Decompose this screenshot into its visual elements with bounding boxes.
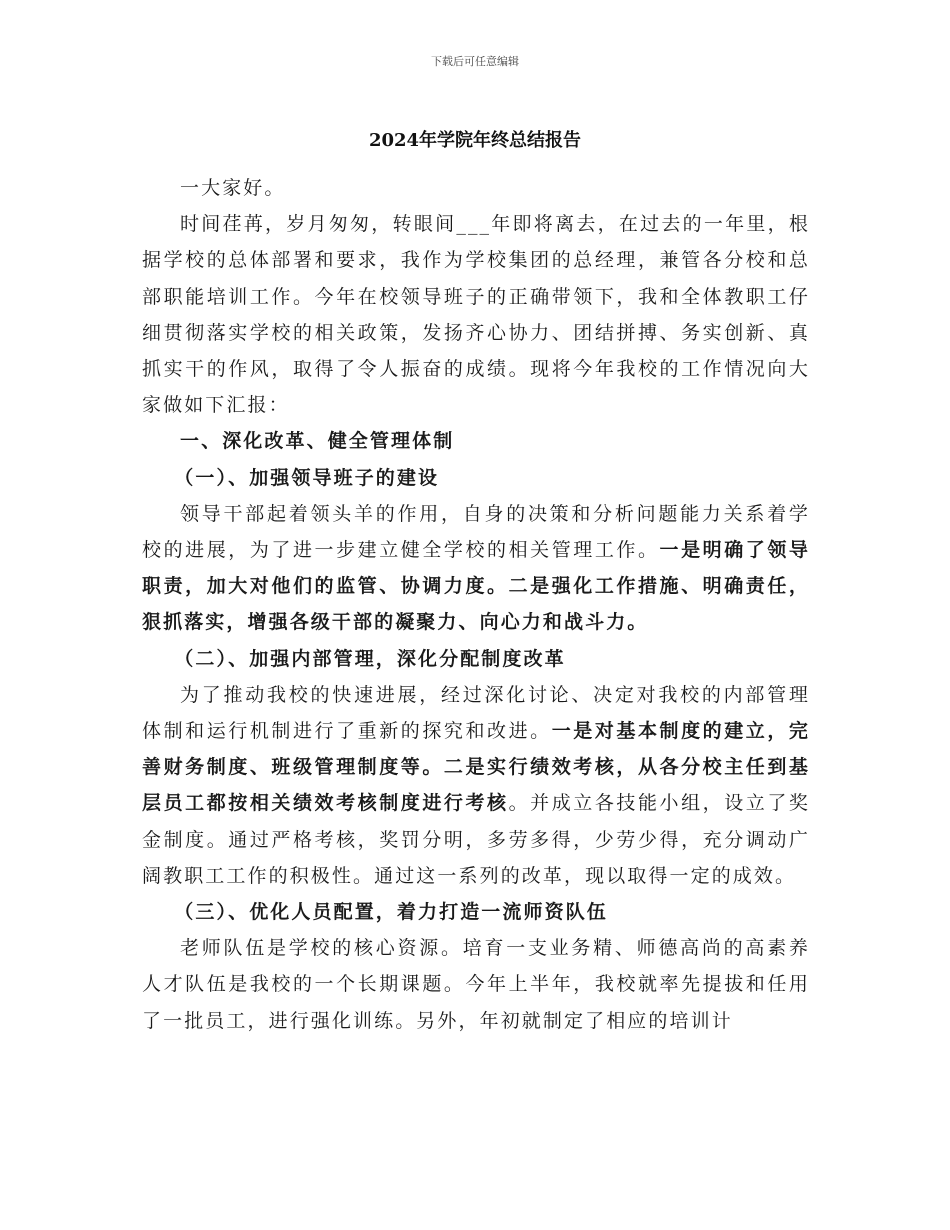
- paragraph-text: 为了推动我校的快速进展，经过深化讨论、决定对我校的内部管理体制和运行机制进行了重新的探究和改进。: [142, 683, 810, 743]
- subsection-heading-1: （一）、加强领导班子的建设: [174, 466, 440, 489]
- paragraph-management: [142, 677, 810, 894]
- paragraph-text: 。并成立各技能小组，设立了奖金制度。通过严格考核，奖罚分明，多劳多得，少劳少得，充分调动广阔教职工工作的积极性。通过这一系列的改革，现以取得一定的成效。: [142, 792, 810, 887]
- paragraph-staff: 老师队伍是学校的核心资源。培育一支业务精、师德高尚的高素养人才队伍是我校的一个长期课题。今年上半年，我校就率先提拔和任用了一批员工，进行强化训练。另外，年初就制定了相应的培训计: [142, 937, 810, 1032]
- intro-paragraph: 时间荏苒，岁月匆匆，转眼间___年即将离去，在过去的一年里，根据学校的总体部署和要求，我作为学校集团的总经理，兼管各分校和总部职能培训工作。今年在校领导班子的正确带领下，我和全体教职工仔细贯彻落实学校的相关政策，发扬齐心协力、团结拼搏、务实创新、真抓实干的作风，取得了令人振奋的成绩。现将今年我校的工作情况向大家做如下汇报：: [142, 213, 810, 417]
- document-title: 2024年学院年终总结报告: [368, 130, 582, 151]
- paragraph-leadership: [142, 496, 810, 641]
- paragraph-text: 领导干部起着领头羊的作用，自身的决策和分析问题能力关系着学校的进展，为了进一步建立健全学校的相关管理工作。: [142, 502, 810, 562]
- paragraph-bold-text: 一是对基本制度的建立，完善财务制度、班级管理制度等。二是实行绩效考核，从各分校主任到基层员工都按相关绩效考核制度进行考核: [142, 720, 810, 815]
- subsection-heading-2: （二）、加强内部管理，深化分配制度改革: [174, 647, 566, 670]
- paragraph-bold-text: 一是明确了领导职责，加大对他们的监管、协调力度。二是强化工作措施、明确责任，狠抓落实，增强各级干部的凝聚力、向心力和战斗力。: [142, 539, 810, 634]
- subsection-heading-3: （三）、优化人员配置，着力打造一流师资队伍: [174, 901, 608, 924]
- greeting: 一大家好。: [180, 177, 286, 199]
- section-heading-1: 一、深化改革、健全管理体制: [180, 430, 455, 453]
- document-body: [142, 170, 810, 1039]
- header-note: 下载后可任意编辑: [431, 55, 519, 68]
